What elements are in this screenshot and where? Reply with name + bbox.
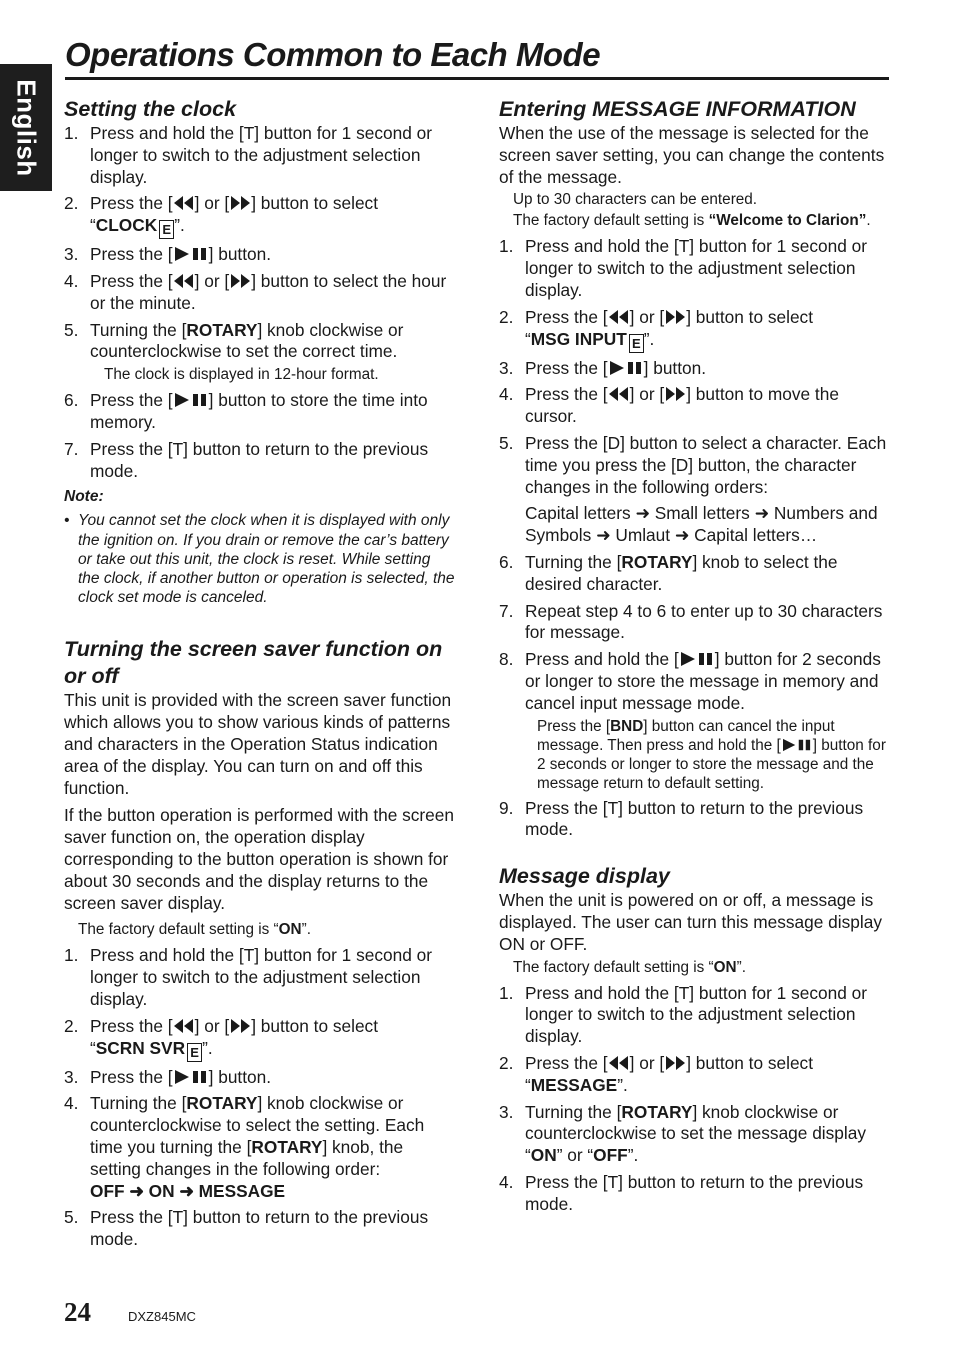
- setting-clock-heading: Setting the clock: [64, 97, 237, 121]
- page-title: Operations Common to Each Mode: [65, 36, 601, 73]
- saver-order: OFF ➜ ON ➜ MESSAGE: [90, 1180, 286, 1201]
- double-right-arrow-icon: [229, 273, 251, 289]
- screen-saver-detail: If the button operation is performed with the screen saver function on, the operation display corresponding to the button operation is shown for about 30 seconds and the display returns to the screen saver display.: [64, 805, 455, 913]
- right-column: [499, 96, 891, 1220]
- page-number: 24: [64, 1297, 91, 1327]
- saver-step-4: 4. Turning the [ROTARY] knob clockwise or counterclockwise to select the setting. Each time you turning the [ROTARY] knob, the setting changes in the following order: OFF ➜ ON ➜ MESSAGE: [64, 1093, 425, 1201]
- saver-step-5: 5. Press the [T] button to return to the previous mode.: [64, 1207, 429, 1250]
- e-mark-icon: E: [159, 220, 174, 239]
- msg-step-9: 9. Press the [T] button to return to the previous mode.: [499, 797, 864, 840]
- message-display-heading: Message display: [499, 864, 670, 889]
- double-left-arrow-icon: [173, 195, 195, 211]
- setting-clock-section: [64, 96, 456, 607]
- message-display-steps: [499, 983, 891, 1216]
- saver-step-2: 2. Press the [ ] or [ ] button to select “SCRN SVR E ”.: [64, 1015, 378, 1060]
- msg-step-2: 2. Press the [ ] or [ ] button to select “MSG INPUT E ”.: [499, 306, 813, 351]
- screen-saver-steps: [64, 945, 456, 1251]
- screen-saver-section: [64, 636, 456, 1251]
- message-display-default: The factory default setting is “ON”.: [513, 958, 746, 976]
- double-left-arrow-icon: [608, 1055, 630, 1071]
- message-default: The factory default setting is “Welcome to Clarion”.: [513, 212, 871, 230]
- language-tab-label: English: [11, 78, 42, 177]
- msg-step-4: 4. Press the [ ] or [ ] button to move the cursor.: [499, 384, 839, 427]
- screen-saver-intro: This unit is provided with the screen saver function which allows you to show various kinds of patterns and characters in the Operation Status indication area of the display. You can turn on and off this function.: [64, 690, 452, 798]
- setting-clock-steps: [64, 123, 456, 482]
- left-column: [64, 96, 456, 1256]
- clock-step-6: 6. Press the [ ] button to store the time into memory.: [64, 390, 428, 432]
- clock-step-7: 7. Press the [T] button to return to the previous mode.: [64, 438, 429, 481]
- play-pause-icon: [173, 246, 209, 262]
- double-left-arrow-icon: [173, 273, 195, 289]
- play-pause-icon: [679, 651, 715, 667]
- double-right-arrow-icon: [229, 195, 251, 211]
- message-info-intro: When the use of the message is selected for the screen saver setting, you can change the contents of the message.: [499, 123, 885, 187]
- saver-step-1: 1. Press and hold the [T] button for 1 second or longer to switch to the adjustment selection display.: [64, 945, 432, 1009]
- msg-step-1: 1. Press and hold the [T] button for 1 second or longer to switch to the adjustment selection display.: [499, 236, 867, 300]
- saver-step-3: 3. Press the [ ] button.: [64, 1066, 272, 1087]
- double-left-arrow-icon: [608, 386, 630, 402]
- play-pause-icon: [173, 392, 209, 408]
- display-step-3: 3. Turning the [ROTARY] knob clockwise or counterclockwise to set the message display “ON” or “OFF”.: [499, 1101, 866, 1166]
- msg-step-5: 5. Press the [D] button to select a character. Each time you press the [D] button, the character changes in the following orders: Capital letters ➜ Small letters ➜ Numbers and Symbols ➜ Umlaut ➜ Capital letters…: [499, 433, 891, 547]
- clock-step-5: 5. Turning the [ROTARY] knob clockwise or counterclockwise to set the correct time. The clock is displayed in 12-hour format.: [64, 320, 456, 385]
- double-right-arrow-icon: [664, 309, 686, 325]
- display-step-1: 1. Press and hold the [T] button for 1 second or longer to switch to the adjustment selection display.: [499, 982, 867, 1047]
- clock-step-3: 3. Press the [ ] button.: [64, 244, 272, 265]
- language-tab: [0, 64, 52, 191]
- e-mark-icon: E: [629, 334, 644, 353]
- message-info-section: [499, 96, 891, 841]
- message-display-intro: When the unit is powered on or off, a message is displayed. The user can turn this message display ON or OFF.: [499, 890, 882, 954]
- clock-format-note: The clock is displayed in 12-hour format.: [104, 366, 379, 384]
- message-info-steps: [499, 236, 891, 841]
- clock-step-2: 2. Press the [ ] or [ ] button to select “CLOCK E ”.: [64, 193, 378, 238]
- screen-saver-default: The factory default setting is “ON”.: [78, 921, 311, 939]
- character-order: Capital letters ➜ Small letters ➜ Numbers and Symbols ➜ Umlaut ➜ Capital letters…: [525, 503, 878, 546]
- display-step-4: 4. Press the [T] button to return to the previous mode.: [499, 1171, 864, 1214]
- message-display-section: [499, 863, 891, 1215]
- screen-saver-heading: Turning the screen saver function on or off: [64, 637, 443, 689]
- note-text: • You cannot set the clock when it is displayed with only the ignition on. If you drain or remove the car’s battery or take out this unit, the clock is reset. While setting the clock, if another button or operation is selected, the clock set mode is canceled.: [64, 512, 455, 607]
- model-number: DXZ845MC: [128, 1309, 196, 1324]
- msg-step-3: 3. Press the [ ] button.: [499, 357, 707, 378]
- msg-step-8: 8. Press and hold the [ ] button for 2 seconds or longer to store the message in memory and cancel input message mode. Press the [BND] button can cancel the input message. Then press and hold the [ ] button for 2 seconds or longer to store the message and the message return to default setting.: [499, 649, 891, 792]
- clock-step-1: 1. Press and hold the [T] button for 1 second or longer to switch to the adjustment selection display.: [64, 123, 432, 187]
- clock-step-4: 4. Press the [ ] or [ ] button to select the hour or the minute.: [64, 270, 447, 313]
- msg-step-7: 7. Repeat step 4 to 6 to enter up to 30 characters for message.: [499, 600, 883, 643]
- double-left-arrow-icon: [173, 1018, 195, 1034]
- play-pause-icon: [173, 1069, 209, 1085]
- display-step-2: 2. Press the [ ] or [ ] button to select “MESSAGE”.: [499, 1052, 813, 1095]
- message-limit: Up to 30 characters can be entered.: [513, 191, 758, 209]
- e-mark-icon: E: [187, 1043, 202, 1062]
- bnd-cancel-note: Press the [BND] button can cancel the input message. Then press and hold the [ ] button for 2 seconds or longer to store the message and the message return to default setting.: [537, 717, 886, 792]
- double-right-arrow-icon: [229, 1018, 251, 1034]
- double-right-arrow-icon: [664, 1055, 686, 1071]
- double-left-arrow-icon: [608, 309, 630, 325]
- msg-step-6: 6. Turning the [ROTARY] knob to select the desired character.: [499, 551, 838, 594]
- play-pause-icon: [781, 738, 813, 752]
- title-rule: [65, 77, 889, 80]
- note-heading: Note:: [64, 488, 104, 506]
- message-info-heading: Entering MESSAGE INFORMATION: [499, 97, 856, 121]
- play-pause-icon: [608, 360, 644, 376]
- double-right-arrow-icon: [664, 386, 686, 402]
